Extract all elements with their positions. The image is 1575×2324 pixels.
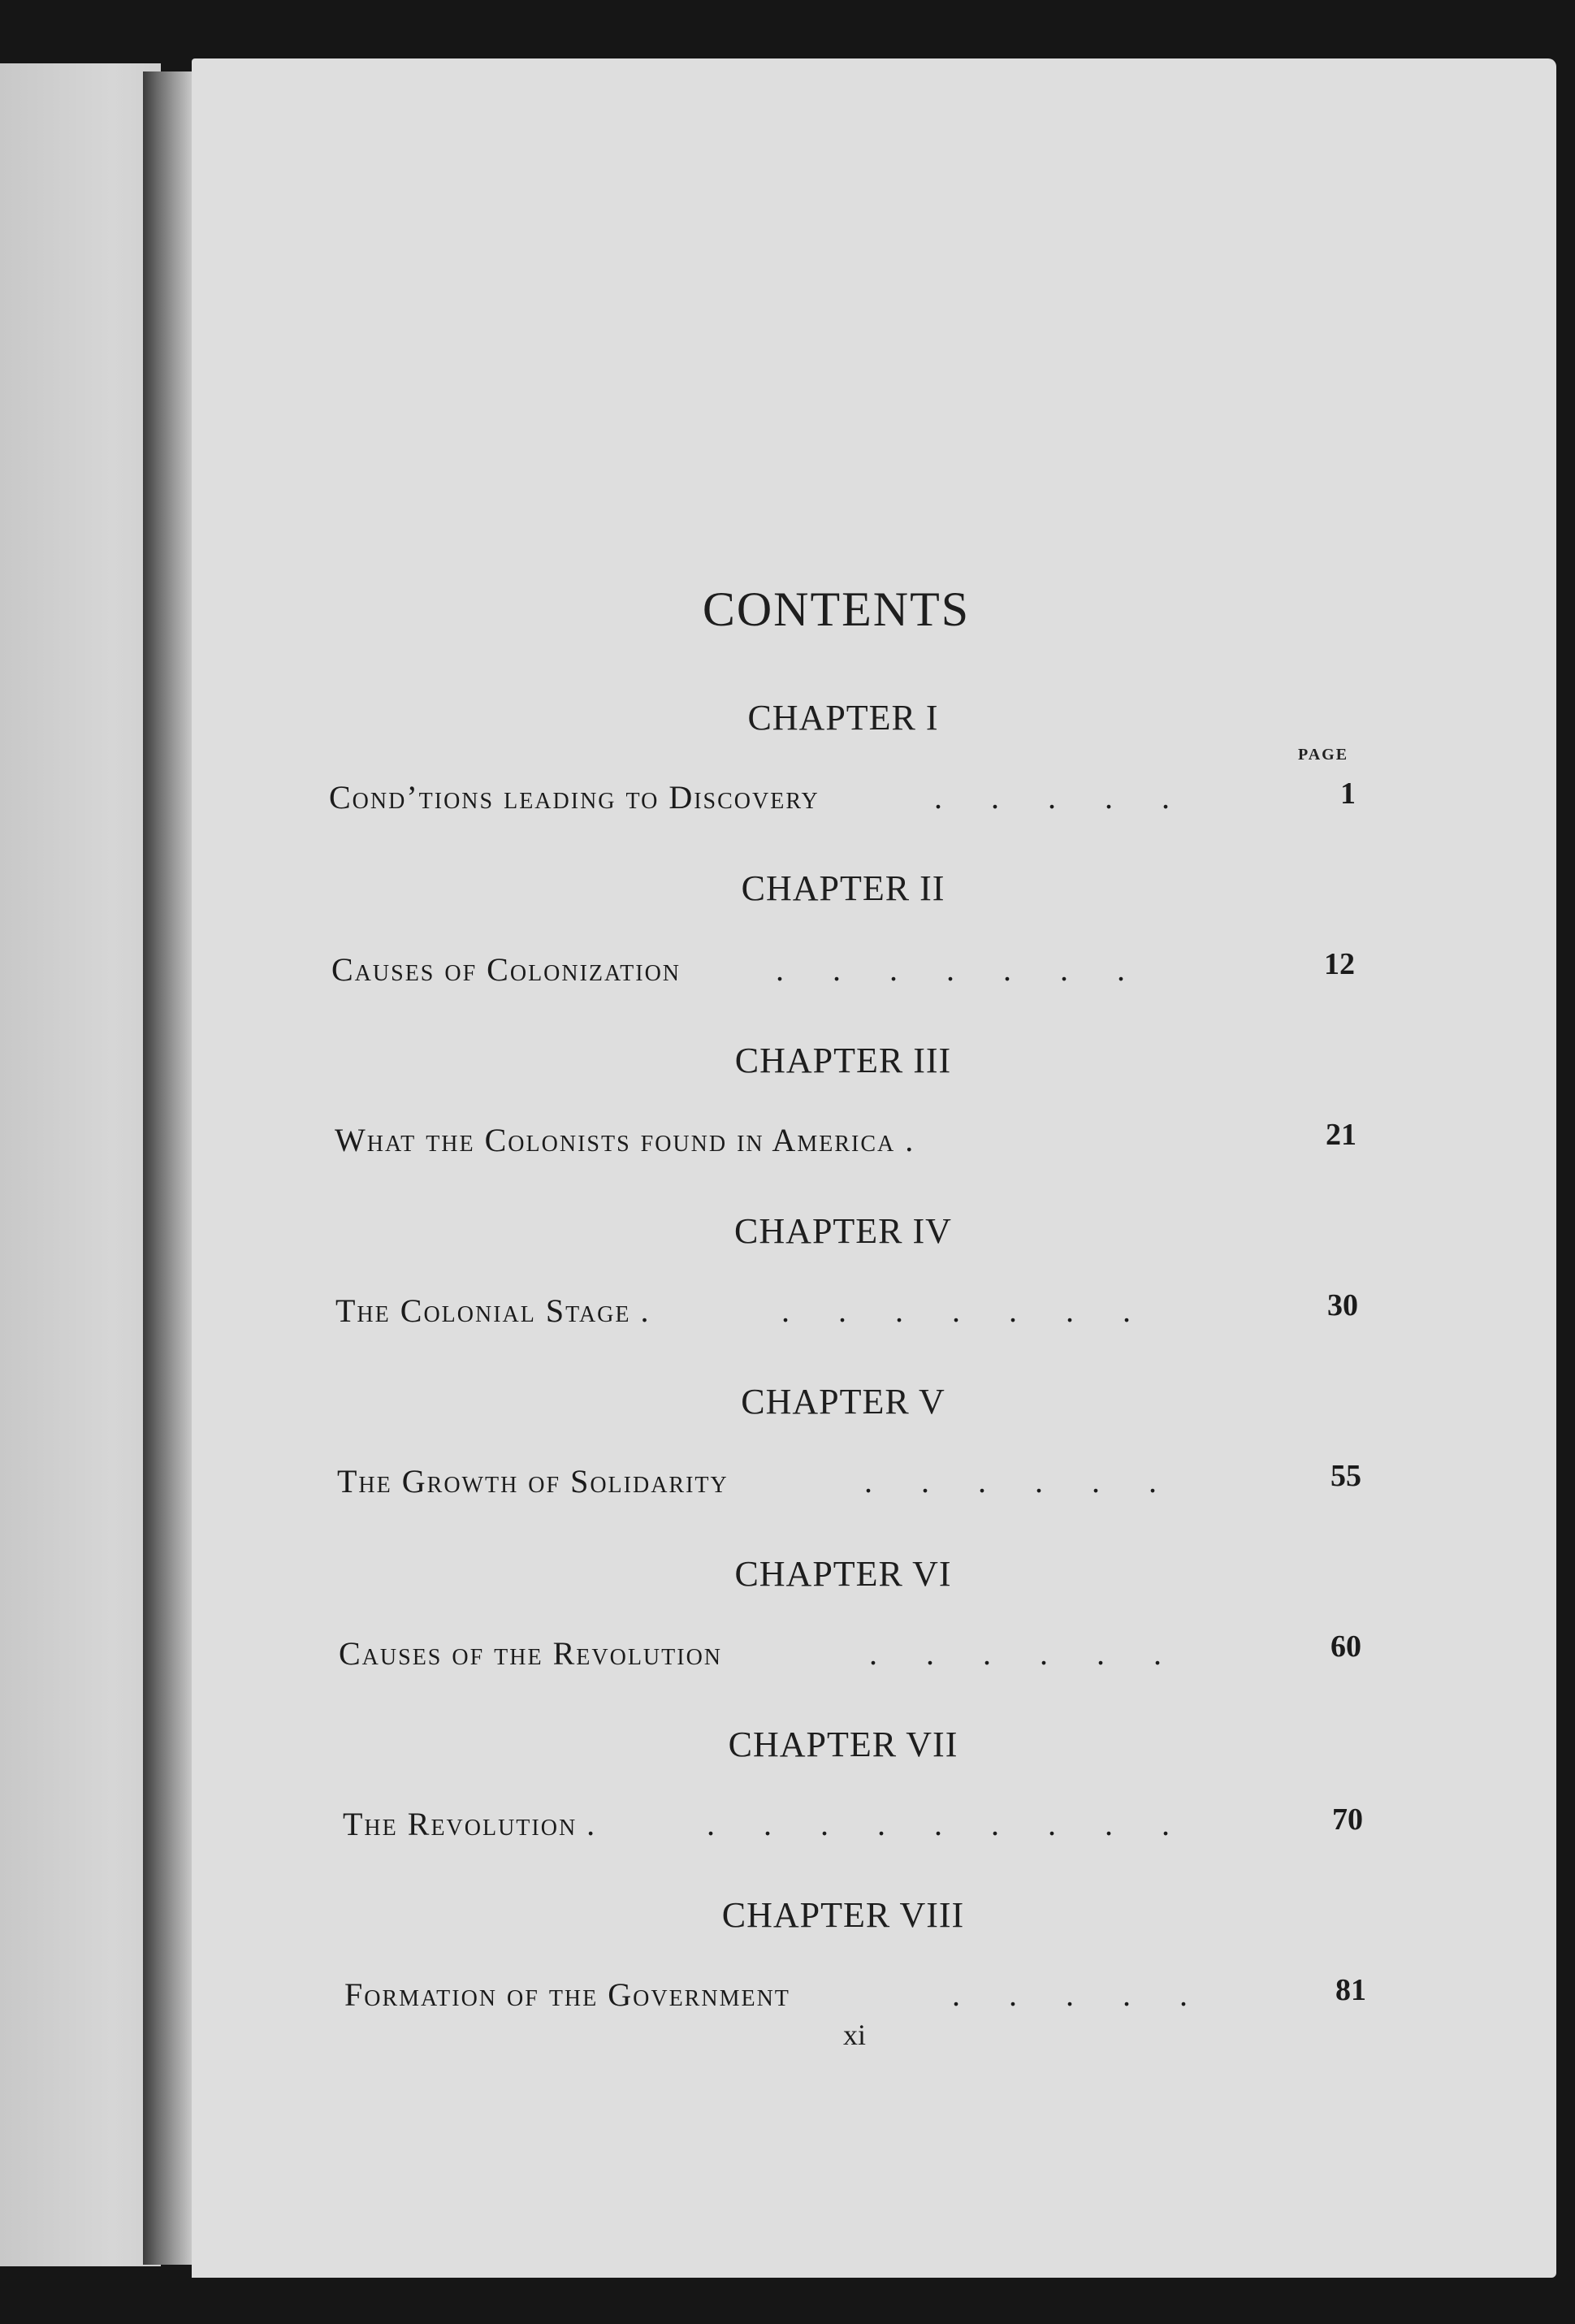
toc-entry-page: 81 (1335, 1973, 1366, 2007)
chapter-heading: CHAPTER III (734, 1041, 952, 1080)
facing-page-edge (0, 63, 161, 2266)
toc-entry-page: 60 (1331, 1629, 1361, 1664)
toc-entry-title: What the Colonists found in America . (335, 1122, 915, 1158)
toc-entry-title: The Growth of Solidarity (337, 1463, 729, 1500)
toc-entry-title: Causes of Colonization (331, 951, 681, 988)
contents-title: CONTENTS (702, 582, 971, 636)
leader-dots: . . . . . (952, 1976, 1188, 2013)
toc-entry-page: 21 (1326, 1118, 1356, 1152)
page-folio: xi (843, 2019, 867, 2051)
toc-entry-title: Cond’tions leading to Discovery (329, 779, 820, 816)
toc-entry-page: 70 (1332, 1803, 1363, 1837)
page-column-label: PAGE (1298, 746, 1349, 764)
chapter-heading: CHAPTER I (747, 698, 939, 738)
leader-dots: . . . . . . . (781, 1292, 1131, 1329)
toc-entry-title: The Colonial Stage . (335, 1292, 651, 1329)
book-page (192, 58, 1556, 2278)
chapter-heading: CHAPTER V (741, 1382, 945, 1422)
chapter-heading: CHAPTER VI (734, 1554, 952, 1594)
chapter-heading: CHAPTER II (741, 868, 945, 908)
toc-entry-page: 12 (1324, 947, 1355, 981)
leader-dots: . . . . . (934, 779, 1170, 816)
chapter-heading: CHAPTER IV (734, 1211, 952, 1251)
chapter-heading: CHAPTER VII (728, 1725, 958, 1764)
toc-entry-title: Formation of the Government (344, 1976, 790, 2013)
toc-entry-title: The Revolution . (343, 1806, 597, 1842)
toc-entry-page: 55 (1331, 1459, 1361, 1493)
toc-entry-page: 1 (1340, 777, 1356, 811)
leader-dots: . . . . . . (869, 1635, 1162, 1672)
leader-dots: . . . . . . (864, 1463, 1157, 1500)
leader-dots: . . . . . . . . . (707, 1806, 1170, 1842)
chapter-heading: CHAPTER VIII (721, 1895, 965, 1935)
toc-entry-page: 30 (1327, 1288, 1358, 1322)
toc-entry-title: Causes of the Revolution (339, 1635, 723, 1672)
leader-dots: . . . . . . . (776, 951, 1125, 988)
